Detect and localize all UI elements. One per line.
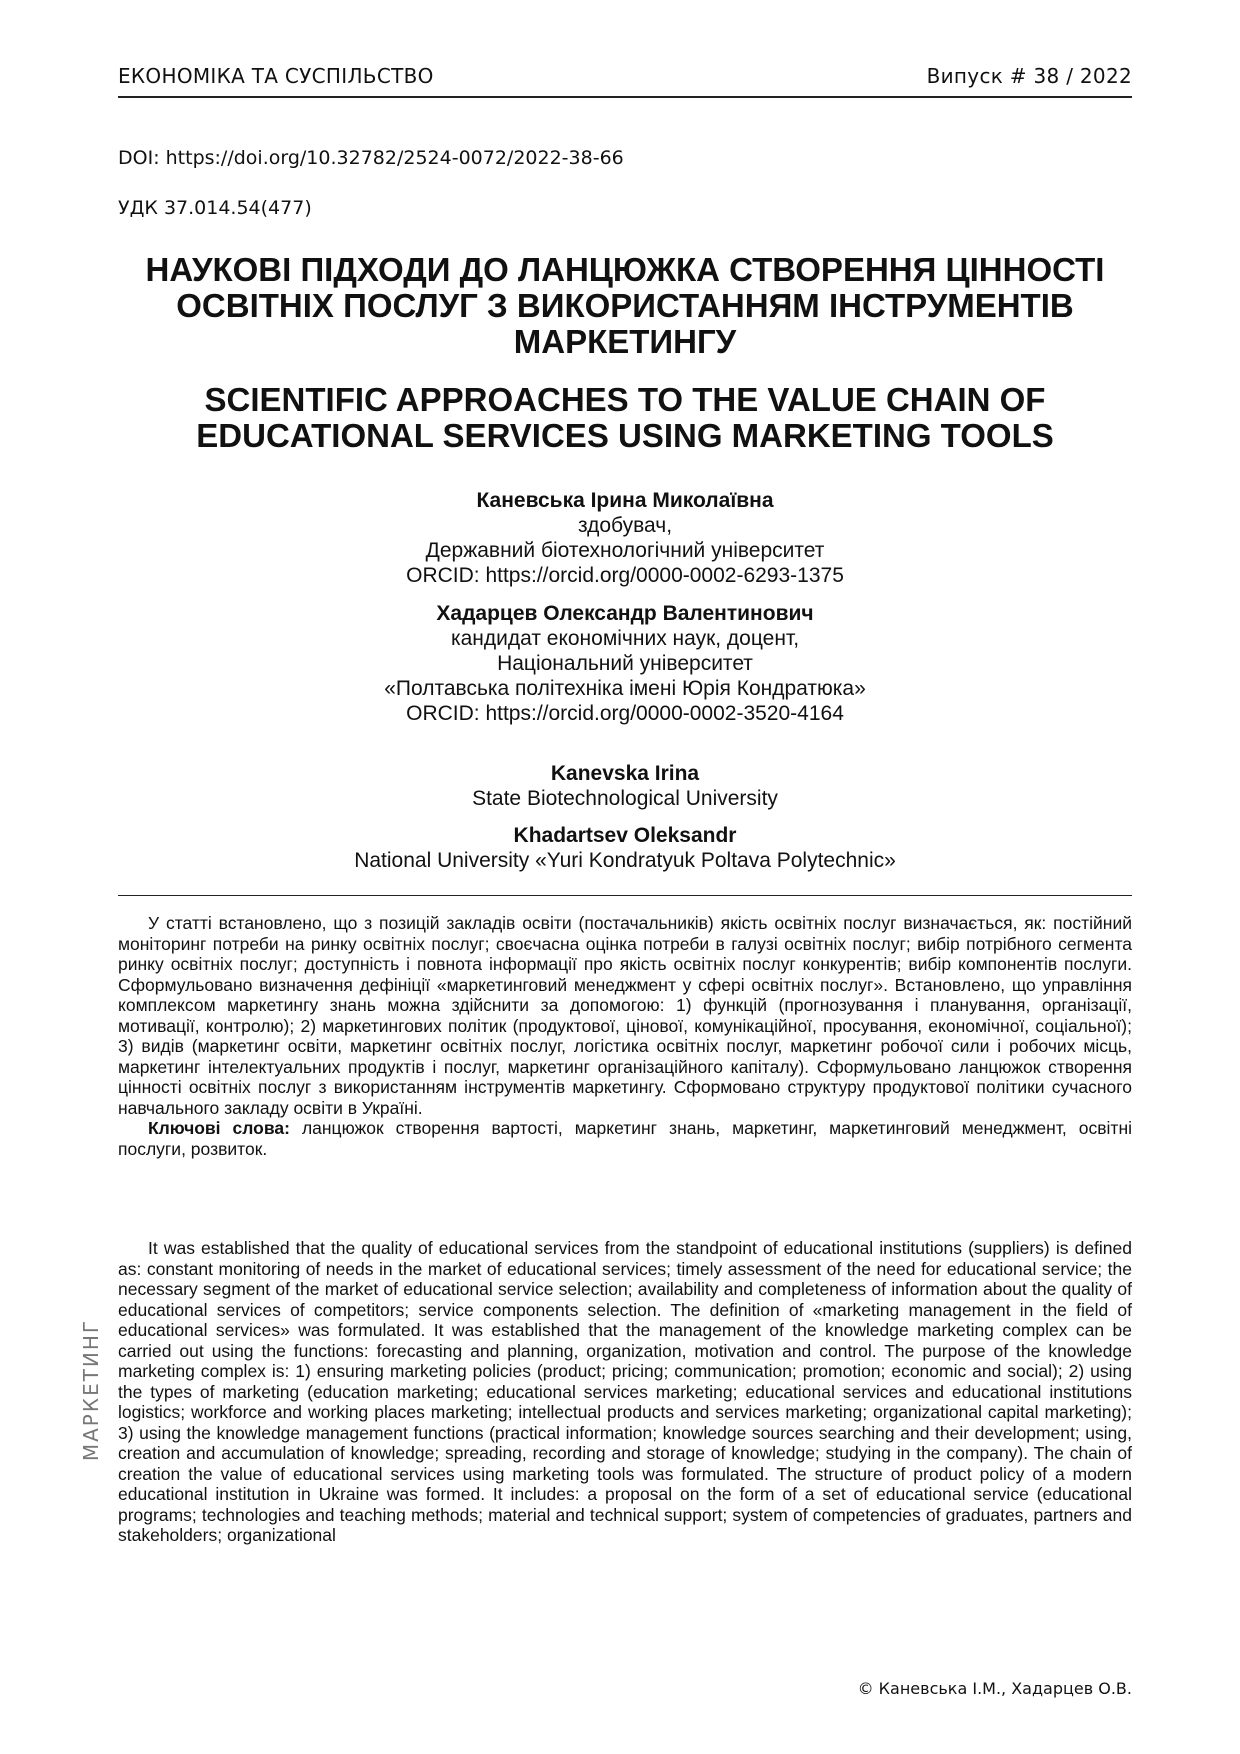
title-english: SCIENTIFIC APPROACHES TO THE VALUE CHAIN OF EDUCATIONAL SERVICES USING MARKETING TOOLS xyxy=(196,381,1054,454)
issue-number: Випуск # 38 / 2022 xyxy=(926,64,1132,88)
author-orcid[interactable]: ORCID: https://orcid.org/0000-0002-3520-4164 xyxy=(406,702,844,725)
abstract-ukrainian xyxy=(118,913,1132,1159)
abstract-english xyxy=(118,1238,1132,1546)
title-ukrainian: НАУКОВІ ПІДХОДИ ДО ЛАНЦЮЖКА СТВОРЕННЯ ЦІННОСТІ ОСВІТНІХ ПОСЛУГ З ВИКОРИСТАННЯМ ІНСТРУМЕНТІВ МАРКЕТИНГУ xyxy=(145,251,1105,360)
article-page xyxy=(118,0,1132,1754)
doi-link[interactable]: DOI: https://doi.org/10.32782/2524-0072/2022-38-66 xyxy=(118,147,624,169)
author-affiliation-en: State Biotechnological University xyxy=(472,787,778,810)
journal-name: ЕКОНОМІКА ТА СУСПІЛЬСТВО xyxy=(118,64,434,88)
keywords xyxy=(118,1118,1132,1159)
section-divider xyxy=(118,895,1132,896)
author-en-block-1 xyxy=(118,761,1132,811)
section-side-label xyxy=(76,1210,106,1570)
author-name-en: Kanevska Irina xyxy=(550,762,700,785)
author-affiliation: «Полтавська політехніка імені Юрія Кондратюка» xyxy=(384,677,866,700)
author-affiliation-en: National University «Yuri Kondratyuk Poltava Polytechnic» xyxy=(354,849,896,872)
side-label-text: МАРКЕТИНГ xyxy=(79,1318,103,1462)
author-name: Хадарцев Олександр Валентинович xyxy=(436,602,814,625)
author-position: кандидат економічних наук, доцент, xyxy=(450,627,800,650)
author-name-en: Khadartsev Oleksandr xyxy=(513,824,737,847)
author-orcid[interactable]: ORCID: https://orcid.org/0000-0002-6293-1375 xyxy=(406,564,844,587)
running-header xyxy=(118,60,1132,98)
author-name: Каневська Ірина Миколаївна xyxy=(476,489,774,512)
author-position: здобувач, xyxy=(577,514,673,537)
abstract-text: У статті встановлено, що з позицій закладів освіти (постачальників) якість освітніх послуг визначається, як: постійний моніторинг потреби на ринку освітніх послуг; своєчасна оцінка потреби в галузі освітніх послуг; вибір потрібного сегмента ринку освітніх послуг; доступність і повнота інформації про якість освітніх послуг конкурентів; вибір компонентів послуги. Сформульовано визначення дефініції «маркетинговий менеджмент у сфері освітніх послуг». Встановлено, що управління комплексом маркетингу знань можна здійснити за допомогою: 1) функцій (прогнозування і планування, організації, мотивації, контролю); 2) маркетингових політик (продуктової, цінової, комунікаційної, просування, економічної, соціальної); 3) видів (маркетинг освіти, маркетинг освітніх послуг, логістика освітніх послуг, маркетинг робочої сили і робочих місць, маркетинг інтелектуальних продуктів і послуг, маркетинг організаційного капіталу). Сформульовано ланцюжок створення цінності освітніх послуг з використанням інструментів маркетингу. Сформовано структуру продуктової політики сучасного навчального закладу освіти в Україні. xyxy=(118,913,1132,1118)
author-block-2 xyxy=(118,601,1132,726)
author-affiliation: Національний університет xyxy=(497,652,753,675)
keywords-text: ланцюжок створення вартості, маркетинг знань, маркетинг, маркетинговий менеджмент, освітні послуги, розвиток. xyxy=(118,1118,1133,1159)
udk-code: УДК 37.014.54(477) xyxy=(118,197,312,219)
keywords-label: Ключові слова: xyxy=(148,1118,290,1138)
author-affiliation: Державний біотехнологічний університет xyxy=(425,539,825,562)
author-block-1 xyxy=(118,488,1132,588)
abstract-text: It was established that the quality of educational services from the standpoint of educational institutions (suppliers) is defined as: constant monitoring of needs in the market of educational services; timely assessment of the need for educational service; the necessary segment of the market of educational service selection; availability and completeness of information about the quality of educational services of competitors; service components selection. The definition of «marketing management in the field of educational services» was formulated. It was established that the management of the knowledge marketing complex can be carried out using the functions: forecasting and planning, organization, motivation and control. The purpose of the knowledge marketing complex is: 1) ensuring marketing policies (product; pricing; communication; promotion; economic and social); 2) using the types of marketing (education marketing; educational services marketing; educational services and educational institutions logistics; workforce and working places marketing; intellectual products and services marketing; organizational capital marketing); 3) using the knowledge management functions (practical information; knowledge sources searching and their development; using, creation and accumulation of knowledge; spreading, recording and storage of knowledge; studying in the company). The chain of creation the value of educational services using marketing tools was formulated. The structure of product policy of a modern educational institution in Ukraine was formed. It includes: a proposal on the form of a set of educational service (educational programs; technologies and teaching methods; material and technical support; system of competencies of graduates, partners and stakeholders; organizational xyxy=(118,1238,1132,1545)
copyright-notice: © Каневська І.М., Хадарцев О.В. xyxy=(857,1679,1132,1698)
author-en-block-2 xyxy=(118,823,1132,873)
